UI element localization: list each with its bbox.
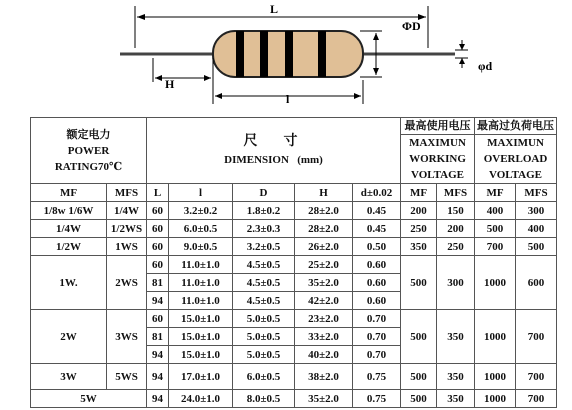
header-power-rating [31,118,147,184]
cell-overload-mf: 1000 [475,390,516,408]
arrow-head [354,93,361,99]
cell-d: 0.45 [353,220,401,238]
cell-mf: 1W. [31,256,107,310]
cell-L: 81 [147,328,169,346]
header-dimension [147,118,401,184]
cell-overload-mf: 1000 [475,256,516,310]
cell-L: 94 [147,364,169,390]
col-header: d±0.02 [353,184,401,202]
cell-overload-mf: 500 [475,220,516,238]
cell-l: 11.0±1.0 [169,274,233,292]
cell-D: 6.0±0.5 [233,364,295,390]
table-row [31,364,557,390]
cell-overload-mfs: 700 [516,364,557,390]
cell-working-mfs: 150 [437,202,475,220]
cell-working-mfs: 200 [437,220,475,238]
cell-L: 94 [147,346,169,364]
header-power-rating-cn: 额定电力 [66,128,111,141]
cell-mf: 5W [31,390,147,408]
arrow-head [155,75,162,81]
cell-H: 23±2.0 [295,310,353,328]
col-header: MF [475,184,516,202]
col-header: MF [31,184,107,202]
header-max-working-2: WORKING [401,151,475,167]
cell-overload-mfs: 300 [516,202,557,220]
col-header: MFS [437,184,475,202]
cell-overload-mfs: 600 [516,256,557,310]
cell-D: 1.8±0.2 [233,202,295,220]
cell-d: 0.70 [353,346,401,364]
cell-l: 17.0±1.0 [169,364,233,390]
col-header: MFS [107,184,147,202]
cell-overload-mf: 1000 [475,364,516,390]
cell-mfs: 2WS [107,256,147,310]
header-max-overload-2: OVERLOAD [475,151,557,167]
cell-l: 15.0±1.0 [169,310,233,328]
header-dimension-en [149,151,398,169]
header-dimension-label: DIMENSION [224,153,289,166]
header-power-rating-en: POWER [67,144,110,157]
resistor-dimension-diagram [0,0,572,118]
table-row [31,256,557,274]
cell-d: 0.75 [353,364,401,390]
col-header: D [233,184,295,202]
resistor-spec-table [30,117,557,408]
cell-D: 2.3±0.3 [233,220,295,238]
header-max-working-3: VOLTAGE [401,167,475,184]
cell-l: 6.0±0.5 [169,220,233,238]
cell-D: 5.0±0.5 [233,328,295,346]
cell-overload-mf: 700 [475,238,516,256]
cell-L: 60 [147,238,169,256]
col-header: H [295,184,353,202]
cell-mf: 3W [31,364,107,390]
cell-working-mf: 500 [401,364,437,390]
arrow-head [459,58,465,64]
header-max-overload-1: MAXIMUN [475,135,557,152]
col-header: MFS [516,184,557,202]
cell-l: 11.0±1.0 [169,292,233,310]
cell-l: 15.0±1.0 [169,346,233,364]
cell-mfs: 3WS [107,310,147,364]
cell-overload-mfs: 700 [516,390,557,408]
col-header: L [147,184,169,202]
arrow-head [137,14,145,20]
cell-H: 28±2.0 [295,220,353,238]
table-row [31,310,557,328]
cell-L: 94 [147,292,169,310]
header-max-working-cn: 最高使用电压 [401,118,475,135]
cell-l: 9.0±0.5 [169,238,233,256]
color-band [318,31,326,77]
arrow-head [459,44,465,50]
cell-H: 33±2.0 [295,328,353,346]
cell-D: 4.5±0.5 [233,274,295,292]
cell-L: 60 [147,310,169,328]
cell-overload-mf: 400 [475,202,516,220]
cell-working-mf: 250 [401,220,437,238]
cell-L: 81 [147,274,169,292]
label-d: φd [478,59,493,73]
cell-d: 0.60 [353,292,401,310]
header-dimension-cn: 尺 寸 [243,133,304,149]
cell-mfs: 1WS [107,238,147,256]
cell-l: 24.0±1.0 [169,390,233,408]
cell-working-mf: 500 [401,310,437,364]
cell-working-mfs: 350 [437,310,475,364]
cell-D: 5.0±0.5 [233,310,295,328]
cell-d: 0.70 [353,328,401,346]
header-max-working-1: MAXIMUN [401,135,475,152]
cell-overload-mf: 1000 [475,310,516,364]
cell-L: 60 [147,202,169,220]
cell-mf: 1/8w 1/6W [31,202,107,220]
cell-H: 25±2.0 [295,256,353,274]
label-L: L [270,2,279,16]
cell-L: 60 [147,256,169,274]
arrow-head [215,93,222,99]
cell-working-mfs: 350 [437,364,475,390]
cell-overload-mfs: 700 [516,310,557,364]
cell-d: 0.60 [353,274,401,292]
cell-mfs: 1/4W [107,202,147,220]
cell-L: 60 [147,220,169,238]
color-band [260,31,268,77]
cell-l: 11.0±1.0 [169,256,233,274]
cell-D: 8.0±0.5 [233,390,295,408]
color-band [285,31,293,77]
label-D: ΦD [402,19,421,33]
cell-D: 3.2±0.5 [233,238,295,256]
cell-d: 0.75 [353,390,401,408]
table-row [31,238,557,256]
cell-H: 35±2.0 [295,274,353,292]
cell-mfs: 1/2WS [107,220,147,238]
table-row [31,202,557,220]
cell-working-mfs: 300 [437,256,475,310]
color-band [236,31,244,77]
arrow-head [373,33,379,40]
cell-working-mfs: 250 [437,238,475,256]
cell-H: 38±2.0 [295,364,353,390]
cell-D: 4.5±0.5 [233,256,295,274]
cell-H: 40±2.0 [295,346,353,364]
cell-mfs: 5WS [107,364,147,390]
cell-overload-mfs: 500 [516,238,557,256]
cell-H: 42±2.0 [295,292,353,310]
cell-working-mf: 200 [401,202,437,220]
cell-overload-mfs: 400 [516,220,557,238]
cell-working-mf: 350 [401,238,437,256]
cell-d: 0.45 [353,202,401,220]
cell-working-mf: 500 [401,256,437,310]
cell-D: 4.5±0.5 [233,292,295,310]
cell-mf: 2W [31,310,107,364]
table-row [31,220,557,238]
cell-mf: 1/2W [31,238,107,256]
header-max-overload-3: VOLTAGE [475,167,557,184]
col-header: l [169,184,233,202]
header-power-rating-temp: RATING70℃ [54,160,123,173]
table-row [31,390,557,408]
cell-H: 28±2.0 [295,202,353,220]
col-header: MF [401,184,437,202]
cell-working-mfs: 350 [437,390,475,408]
cell-L: 94 [147,390,169,408]
label-l: l [286,92,290,106]
cell-d: 0.50 [353,238,401,256]
cell-d: 0.70 [353,310,401,328]
cell-mf: 1/4W [31,220,107,238]
cell-d: 0.60 [353,256,401,274]
cell-working-mf: 500 [401,390,437,408]
label-H: H [165,77,175,91]
cell-l: 15.0±1.0 [169,328,233,346]
cell-l: 3.2±0.2 [169,202,233,220]
cell-H: 26±2.0 [295,238,353,256]
arrow-head [204,75,211,81]
header-dimension-unit: (mm) [297,153,323,166]
arrow-head [373,68,379,75]
header-max-overload-cn: 最高过负荷电压 [475,118,557,135]
cell-H: 35±2.0 [295,390,353,408]
cell-D: 5.0±0.5 [233,346,295,364]
